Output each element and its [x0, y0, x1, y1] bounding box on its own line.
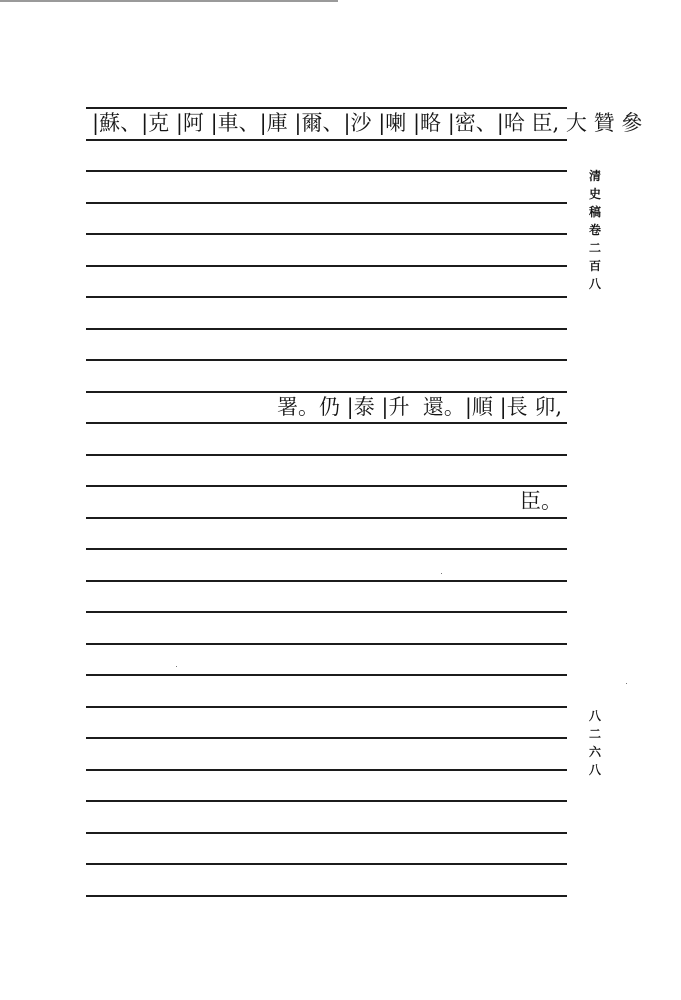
scan-speck: [176, 666, 177, 667]
table-rule: [86, 139, 567, 141]
table-rule: [86, 737, 567, 739]
margin-char: 二: [588, 241, 601, 255]
table-rule: [86, 517, 567, 519]
table-rule: [86, 863, 567, 865]
table-rule: [86, 454, 567, 456]
margin-char: 八: [588, 763, 601, 777]
page-number: [585, 707, 605, 779]
margin-char: 二: [588, 727, 601, 741]
scan-speck: [626, 683, 627, 684]
table-rule: [86, 800, 567, 802]
table-rule: [86, 170, 567, 172]
table-row: |蘇、|克 |阿 |車、|庫 |爾、|沙 |喇 |略 |密、|哈 臣, 大 贊 參: [92, 111, 643, 135]
table-rule: [86, 265, 567, 267]
margin-char: 史: [588, 187, 601, 201]
table-rule: [86, 769, 567, 771]
top-edge-rule: [0, 0, 338, 2]
table-row: 署。仍 |泰 |升 還。|順 |長 卯,: [276, 395, 562, 419]
table-rule: [86, 832, 567, 834]
running-title: [585, 167, 605, 293]
table-rule: [86, 422, 567, 424]
table-rule: [86, 643, 567, 645]
table-rule: [86, 202, 567, 204]
margin-char: 八: [588, 277, 601, 291]
table-rule: [86, 359, 567, 361]
table-rule: [86, 580, 567, 582]
margin-char: 卷: [588, 223, 601, 237]
table-rule: [86, 296, 567, 298]
scan-speck: [441, 573, 442, 574]
table-rule: [86, 706, 567, 708]
table-row: 臣。: [520, 489, 562, 513]
margin-char: 稿: [588, 205, 601, 219]
table-rule: [86, 674, 567, 676]
margin-char: 六: [588, 745, 601, 759]
margin-char: 八: [588, 709, 601, 723]
table-rule: [86, 611, 567, 613]
table-rule: [86, 328, 567, 330]
table-rule: [86, 233, 567, 235]
margin-char: 百: [588, 259, 601, 273]
table-rule: [86, 548, 567, 550]
margin-char: 清: [588, 169, 601, 183]
table-rule: [86, 895, 567, 897]
